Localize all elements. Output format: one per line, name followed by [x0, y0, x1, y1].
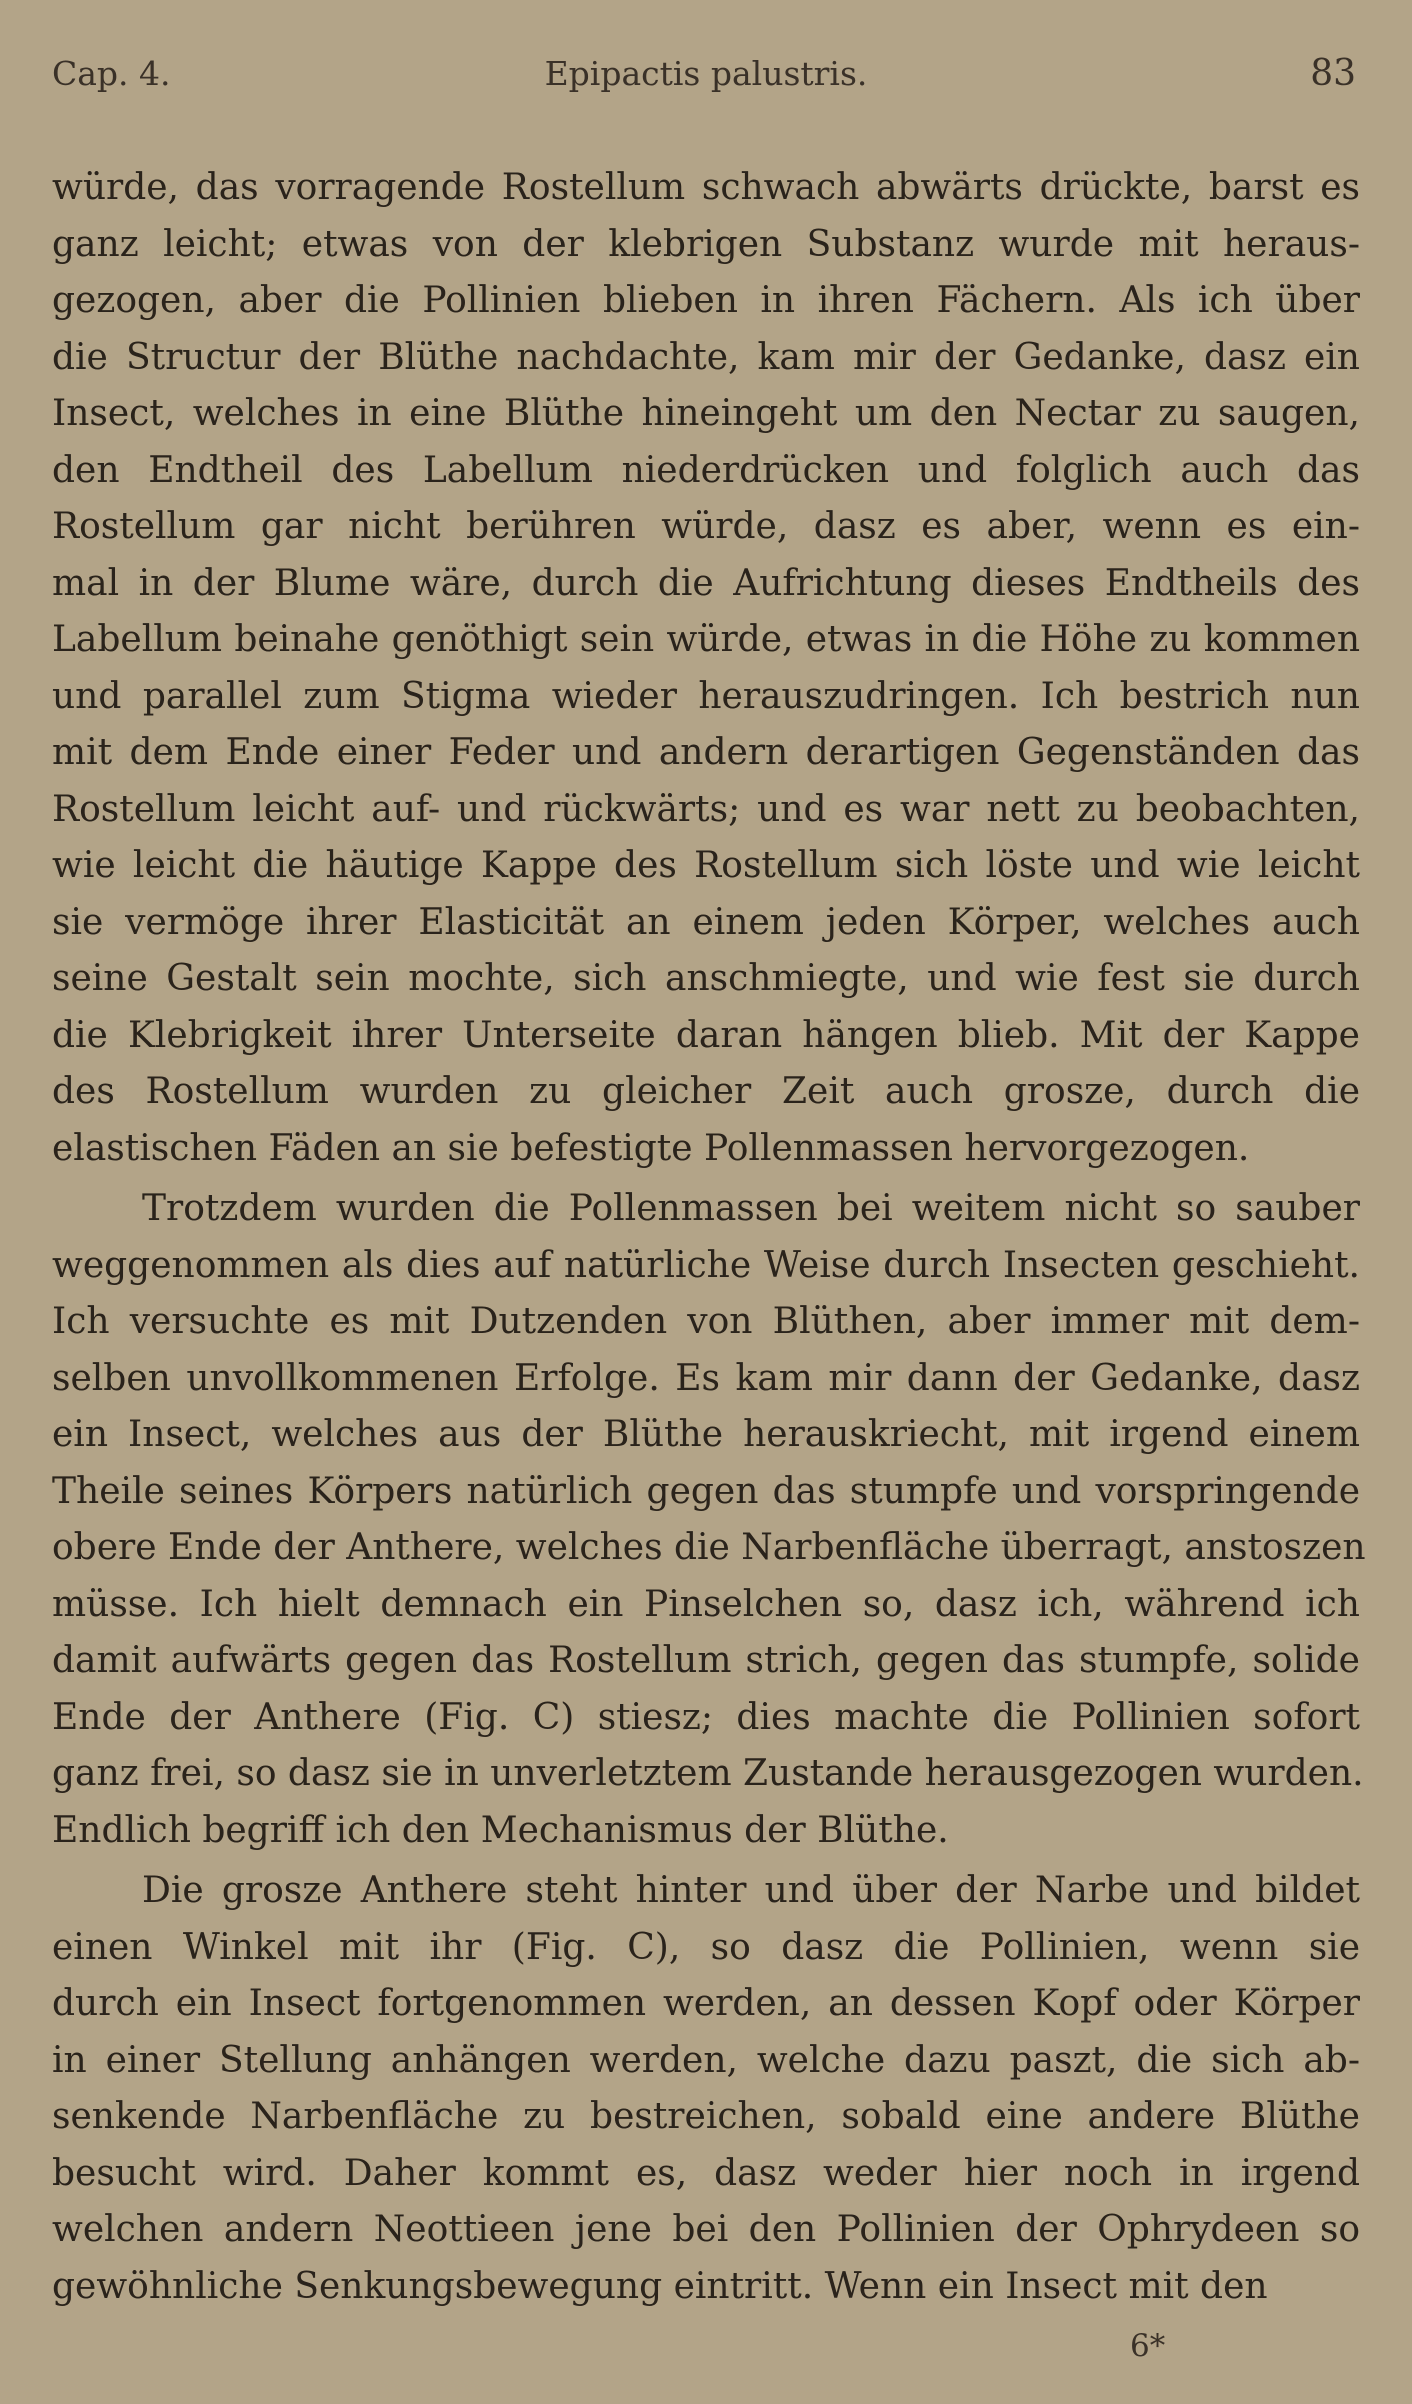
text-line: würde, das vorragende Rostellum schwach abwärts drückte, barst es — [52, 167, 1360, 208]
text-line: ganz leicht; etwas von der klebrigen Substanz wurde mit heraus- — [52, 223, 1360, 265]
text-line: durch ein Insect fortgenommen werden, an dessen Kopf oder Körper — [52, 1983, 1360, 2024]
paragraph — [52, 1863, 1360, 2315]
text-line: und parallel zum Stigma wieder herauszudringen. Ich bestrich nun — [52, 675, 1360, 717]
chapter-label: Cap. 4. — [52, 54, 171, 93]
text-line: weggenommen als dies auf natürliche Weise durch Insecten geschieht. — [52, 1244, 1360, 1286]
text-line: ein Insect, welches aus der Blüthe herauskriecht, mit irgend einem — [52, 1414, 1360, 1455]
text-line: ganz frei, so dasz sie in unverletztem Zustande herausgezogen wurden. — [52, 1753, 1364, 1794]
text-line: die Structur der Blüthe nachdachte, kam mir der Gedanke, dasz ein — [52, 336, 1360, 378]
text-line: Ende der Anthere (Fig. C) stiesz; dies machte die Pollinien sofort — [52, 1696, 1360, 1738]
page-number: 83 — [1310, 53, 1356, 94]
text-line: die Klebrigkeit ihrer Unterseite daran hängen blieb. Mit der Kappe — [52, 1014, 1360, 1056]
text-line: welchen andern Neottieen jene bei den Pollinien der Ophrydeen so — [52, 2209, 1360, 2250]
text-line: seine Gestalt sein mochte, sich anschmiegte, und wie fest sie durch — [52, 958, 1360, 999]
text-line: wie leicht die häutige Kappe des Rostellum sich löste und wie leicht — [52, 845, 1360, 886]
text-line: in einer Stellung anhängen werden, welche dazu paszt, die sich ab- — [52, 2039, 1360, 2081]
text-line: Labellum beinahe genöthigt sein würde, etwas in die Höhe zu kommen — [52, 619, 1360, 660]
text-line: des Rostellum wurden zu gleicher Zeit auch grosze, durch die — [52, 1071, 1360, 1112]
text-line: selben unvollkommenen Erfolge. Es kam mir dann der Gedanke, dasz — [52, 1357, 1360, 1399]
running-head — [52, 44, 1360, 104]
text-line: Theile seines Körpers natürlich gegen das stumpfe und vorspringende — [52, 1470, 1360, 1512]
text-line: Endlich begriff ich den Mechanismus der Blüthe. — [52, 1809, 949, 1851]
text-line: Ich versuchte es mit Dutzenden von Blüthen, aber immer mit dem- — [52, 1301, 1360, 1342]
running-title: Epipactis palustris. — [544, 54, 868, 93]
text-line: gezogen, aber die Pollinien blieben in ihren Fächern. Als ich über — [52, 280, 1360, 321]
paragraph — [52, 1181, 1366, 1859]
text-line: Rostellum leicht auf- und rückwärts; und es war nett zu beobachten, — [52, 788, 1360, 830]
text-line: mit dem Ende einer Feder und andern derartigen Gegenständen das — [52, 732, 1360, 773]
text-line: elastischen Fäden an sie befestigte Pollenmassen hervorgezogen. — [52, 1127, 1250, 1169]
signature-mark: 6* — [1130, 2328, 1166, 2364]
text-line: damit aufwärts gegen das Rostellum strich, gegen das stumpfe, solide — [52, 1640, 1360, 1681]
text-line: Trotzdem wurden die Pollenmassen bei weitem nicht so sauber — [142, 1188, 1360, 1229]
text-line: sie vermöge ihrer Elasticität an einem jeden Körper, welches auch — [52, 901, 1360, 943]
text-line: senkende Narbenfläche zu bestreichen, sobald eine andere Blüthe — [52, 2096, 1360, 2137]
text-line: einen Winkel mit ihr (Fig. C), so dasz die Pollinien, wenn sie — [52, 1926, 1360, 1968]
paragraph — [52, 160, 1360, 1177]
text-line: den Endtheil des Labellum niederdrücken und folglich auch das — [52, 449, 1360, 491]
body-text — [52, 160, 1366, 2315]
text-line: Die grosze Anthere steht hinter und über der Narbe und bildet — [142, 1870, 1360, 1911]
text-line: müsse. Ich hielt demnach ein Pinselchen so, dasz ich, während ich — [52, 1583, 1360, 1625]
text-line: obere Ende der Anthere, welches die Narbenfläche überragt, anstoszen — [52, 1527, 1366, 1568]
text-line: besucht wird. Daher kommt es, dasz weder hier noch in irgend — [52, 2152, 1360, 2194]
text-line: gewöhnliche Senkungsbewegung eintritt. Wenn ein Insect mit den — [52, 2265, 1268, 2307]
text-line: Insect, welches in eine Blüthe hineingeht um den Nectar zu saugen, — [52, 393, 1360, 434]
text-line: Rostellum gar nicht berühren würde, dasz es aber, wenn es ein- — [52, 506, 1360, 547]
text-line: mal in der Blume wäre, durch die Aufrichtung dieses Endtheils des — [52, 562, 1360, 604]
